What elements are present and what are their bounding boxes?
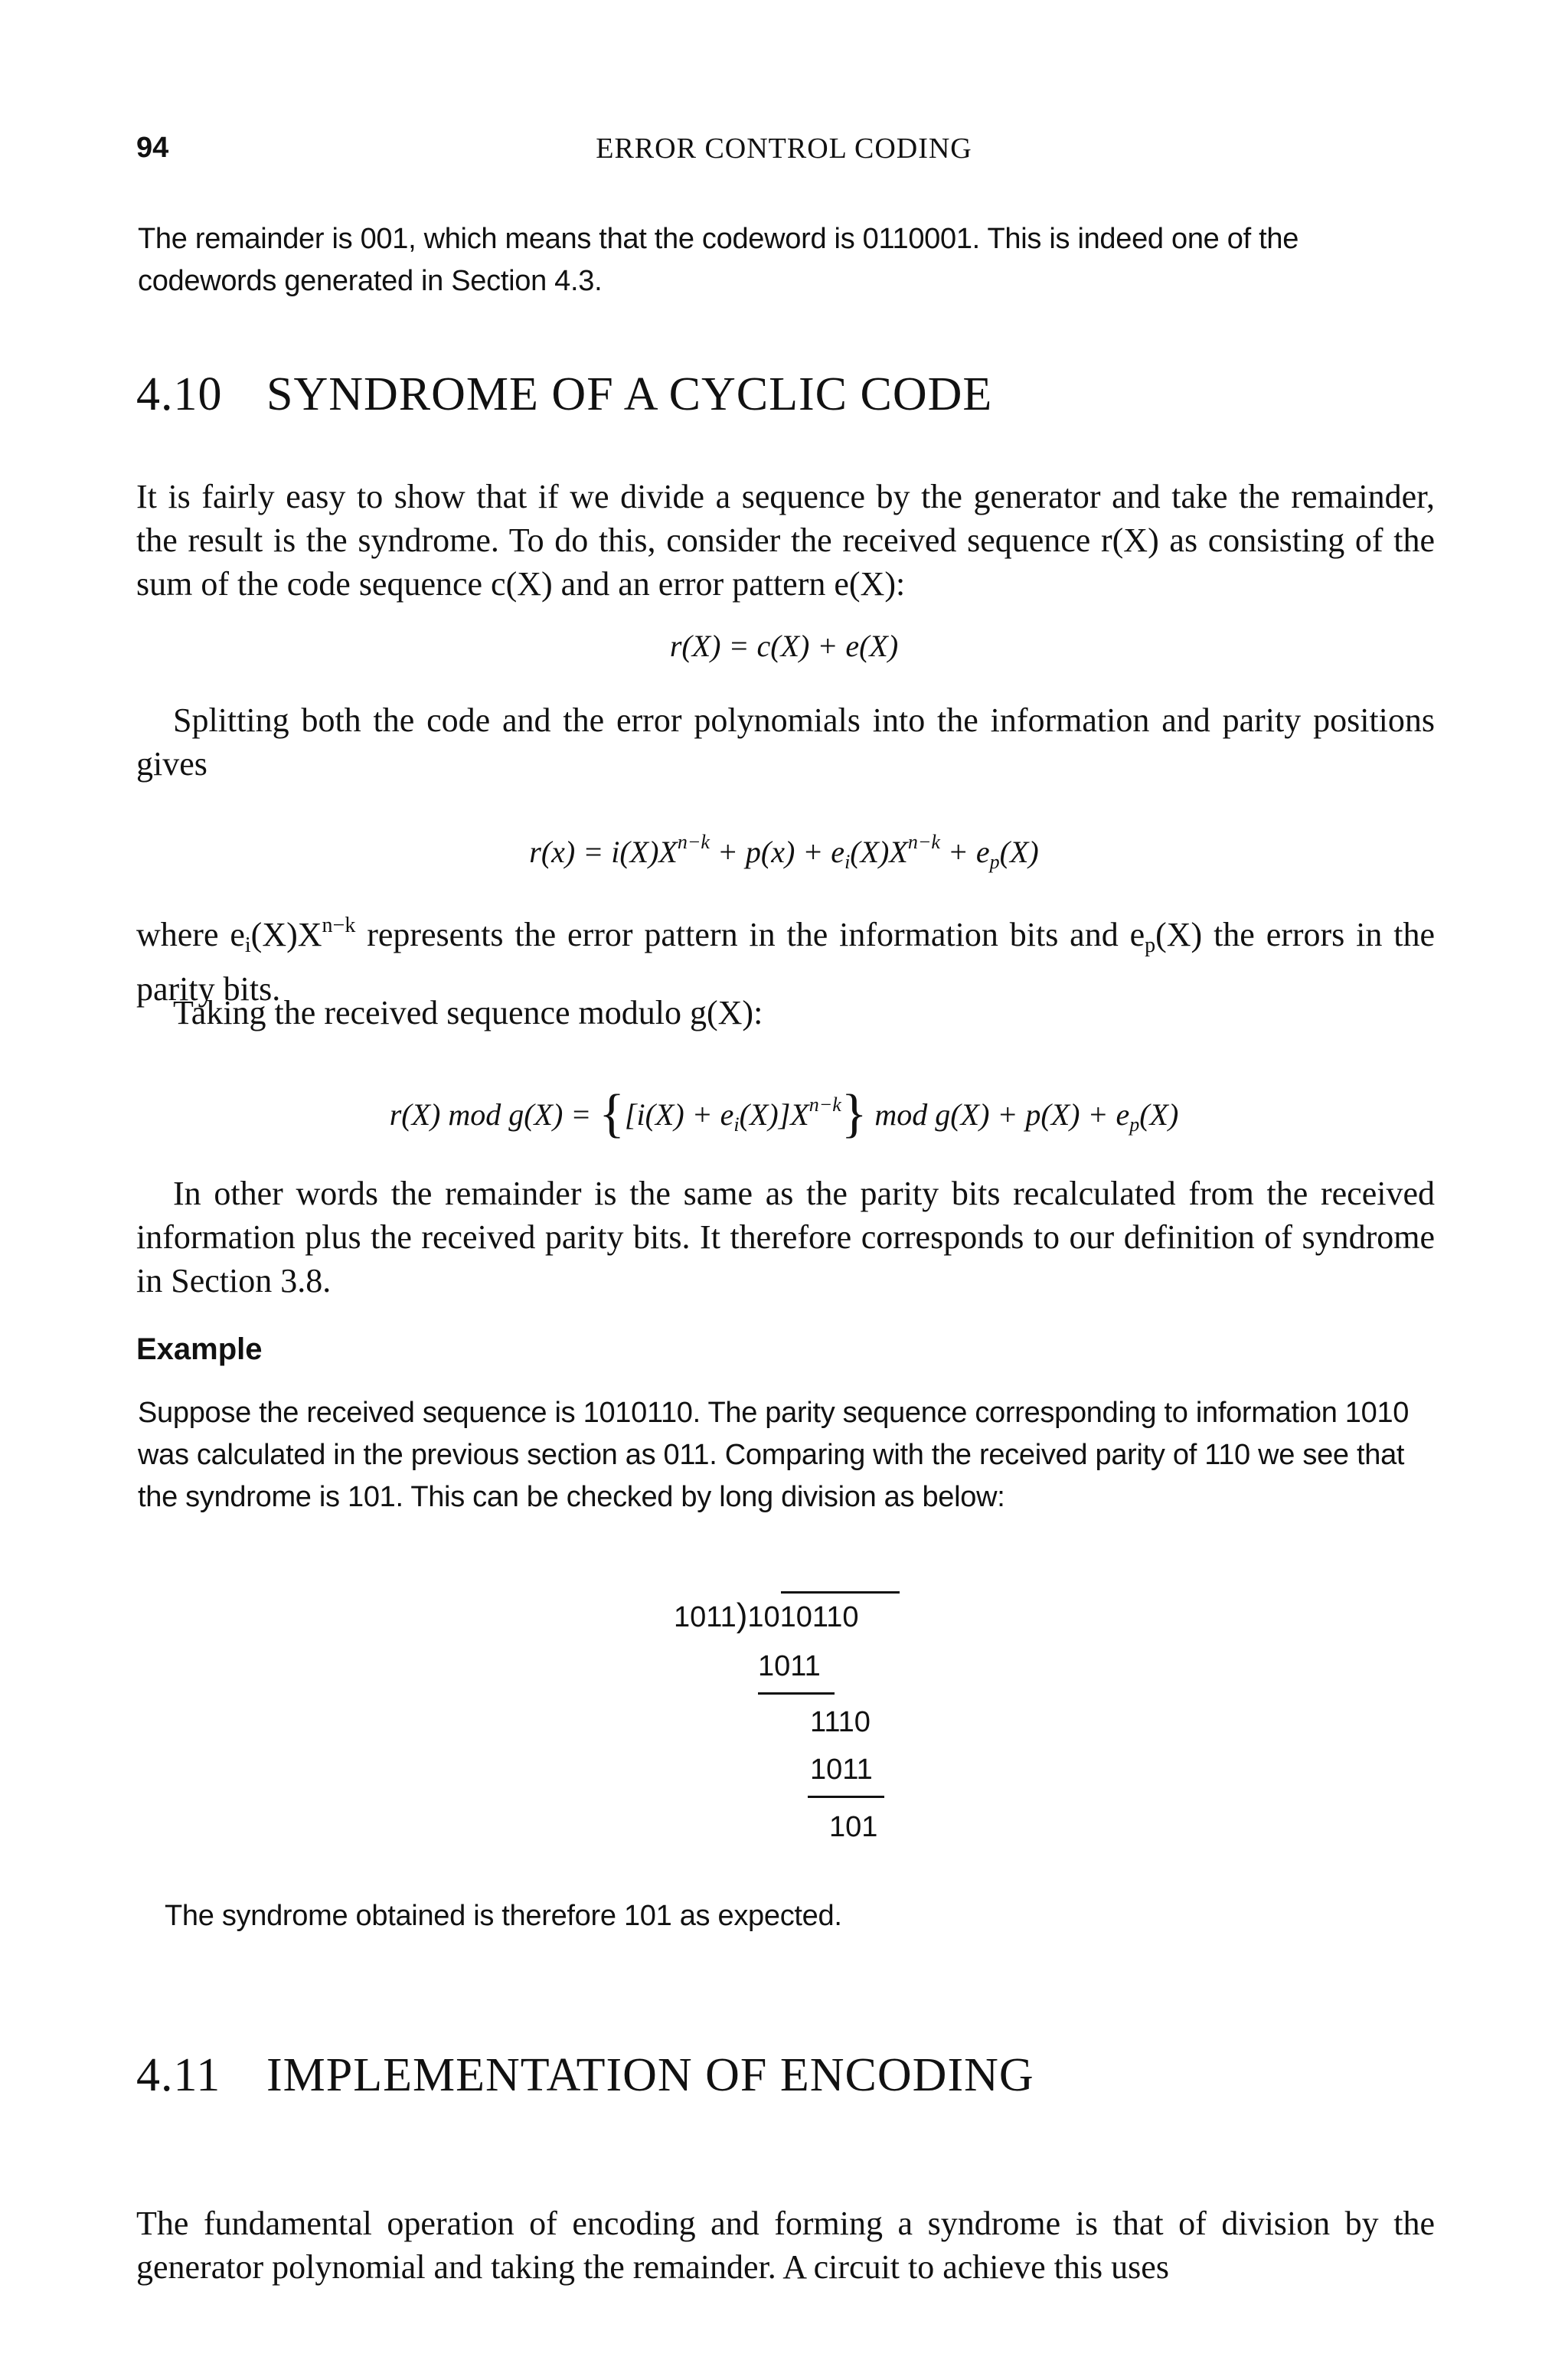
paragraph-modulo: Taking the received sequence modulo g(X): — [173, 994, 763, 1031]
divisor: 1011 — [674, 1601, 737, 1633]
division-step-3: 1011 — [810, 1754, 873, 1786]
equation-modulo-generator: r(X) mod $g(X) = \{[i(X) + e_i(X)]X^{n-k}\}$ mod $g(X) + p(X) + e_p(X)$ — [389, 1084, 1179, 1143]
intro-paragraph: The remainder is 001, which means that the codeword is 0110001. This is indeed one of the codewords generated in Section 4.3. — [138, 223, 1299, 297]
division-step-2: 1110 — [810, 1706, 871, 1738]
equation-split-polynomials: $r(x) = i(X)X^{n-k} + p(x) + e_i(X)X^{n-k} + e_p(X)$ — [529, 831, 1039, 873]
paragraph-splitting: Splitting both the code and the error polynomials into the information and parity positions gives — [136, 701, 1435, 783]
long-division-divisor-line: 1011)1010110 — [674, 1597, 859, 1634]
paragraph-implementation: The fundamental operation of encoding and forming a syndrome is that of division by the generator polynomial and taking the remainder. A circuit to achieve this uses — [136, 2205, 1435, 2286]
division-step-1: 1011 — [758, 1650, 821, 1682]
page-number: 94 — [136, 132, 169, 164]
division-remainder: 101 — [829, 1811, 878, 1843]
division-bar — [781, 1591, 900, 1594]
division-rule-2 — [808, 1796, 884, 1798]
example-heading: Example — [136, 1332, 263, 1366]
division-rule-1 — [758, 1692, 835, 1695]
section-heading-4-10 — [136, 368, 992, 422]
section-title: SYNDROME OF A CYCLIC CODE — [266, 368, 993, 420]
example-text: Suppose the received sequence is 1010110. The parity sequence corresponding to information 1010 was calculated in the previous section as 011. Comparing with the received parity of 110 we see that the syndrome is 101. This can be checked by long division as below: — [138, 1397, 1410, 1513]
section-number: 4.10 — [136, 368, 223, 420]
paragraph-remainder-meaning: In other words the remainder is the same as the parity bits recalculated from the received information plus the received parity bits. It therefore corresponds to our definition of syndrome in Section 3.8. — [136, 1175, 1435, 1299]
section-heading-4-11 — [136, 2048, 1034, 2103]
section-number: 4.11 — [136, 2049, 221, 2101]
paragraph-error-pattern: where $ei(X)X^{n-k}$ represents the error pattern in the information bits and ep(X) the errors in the parity bits. — [136, 914, 1436, 1008]
running-title: ERROR CONTROL CODING — [596, 132, 972, 165]
equation-received-sum: r(X) = c(X) + e(X) — [669, 629, 899, 663]
paragraph-syndrome-intro: It is fairly easy to show that if we divide a sequence by the generator and take the remainder, the result is the syndrome. To do this, consider the received sequence r(X) as consisting of the sum of the code sequence c(X) and an error pattern e(X): — [136, 478, 1435, 603]
dividend: 1010110 — [747, 1601, 859, 1633]
example-conclusion: The syndrome obtained is therefore 101 as expected. — [165, 1900, 842, 1932]
section-title: IMPLEMENTATION OF ENCODING — [266, 2049, 1034, 2101]
